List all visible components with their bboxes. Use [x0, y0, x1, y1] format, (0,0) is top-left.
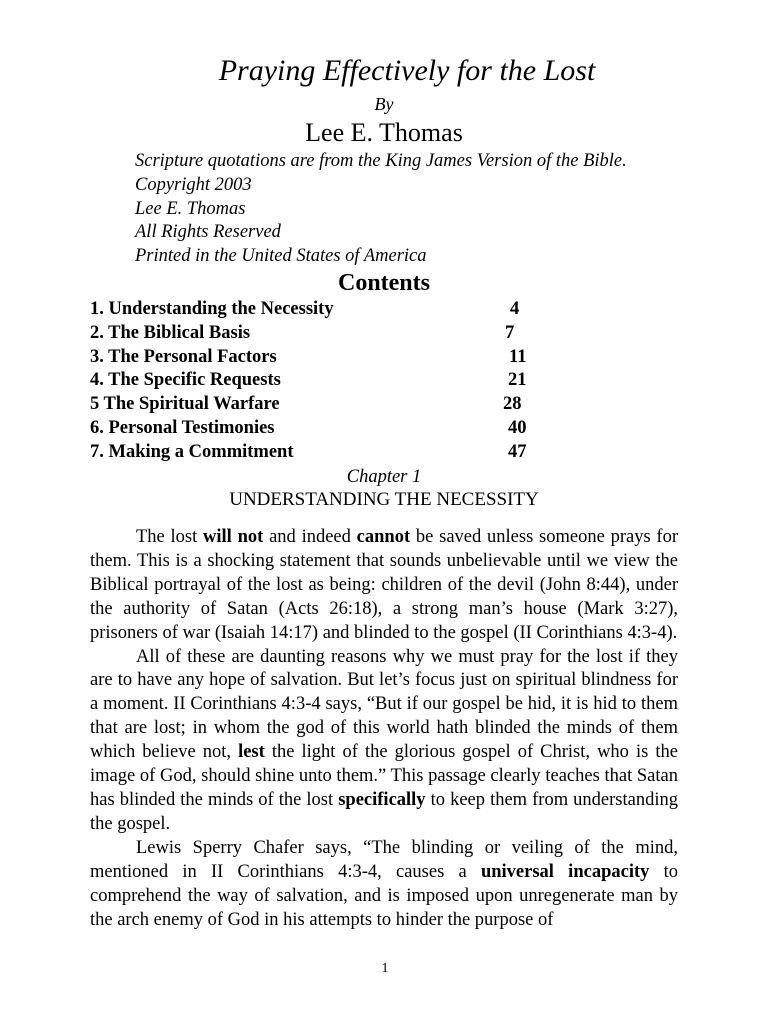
copyright-line: Copyright 2003	[135, 174, 252, 195]
scripture-note: Scripture quotations are from the King James Version of the Bible.	[135, 151, 627, 171]
toc-entry-page: 21	[508, 370, 527, 391]
body-paragraph	[90, 646, 678, 837]
text-run: Lewis Sperry Chafer says, “The blinding or veiling of the mind, mentioned in II Corinthians 4:3-4, causes a	[90, 837, 678, 882]
toc-entry-label: 2. The Biblical Basis	[90, 322, 251, 343]
emphasis-text: will not	[203, 527, 264, 547]
page-number: 1	[381, 961, 389, 976]
toc-entry-label: 3. The Personal Factors	[90, 346, 277, 367]
emphasis-text: universal incapacity	[480, 861, 650, 882]
body-paragraph	[90, 837, 678, 933]
toc-entry-label: 6. Personal Testimonies	[90, 417, 275, 438]
chapter-label: Chapter 1	[346, 467, 422, 487]
byline-by: By	[374, 94, 394, 114]
toc-entry	[90, 346, 550, 370]
author-name: Lee E. Thomas	[305, 118, 463, 147]
toc-entry-label: 5 The Spiritual Warfare	[90, 394, 280, 415]
text-run: to comprehend the way of salvation, and is imposed upon unregenerate man by the arch enemy of God in his attempts to hinder the purpose of	[90, 861, 679, 930]
toc-entry	[90, 298, 550, 322]
contents-heading: Contents	[337, 270, 430, 296]
table-of-contents	[90, 298, 550, 465]
toc-entry	[90, 322, 550, 346]
toc-entry	[90, 441, 550, 465]
toc-entry	[90, 369, 550, 393]
rights-line: All Rights Reserved	[135, 222, 281, 243]
toc-entry-page: 7	[505, 322, 515, 343]
toc-entry-label: 7. Making a Commitment	[90, 441, 294, 462]
toc-entry-page: 28	[503, 394, 522, 415]
toc-entry-page: 11	[509, 346, 527, 367]
toc-entry-page: 47	[508, 441, 527, 462]
printed-line: Printed in the United States of America	[135, 246, 427, 267]
text-run: The lost	[136, 527, 204, 547]
toc-entry-label: 4. The Specific Requests	[90, 370, 281, 391]
text-run: to keep them from understanding the gospel.	[90, 789, 678, 834]
toc-entry	[90, 393, 550, 417]
text-run: the light of the glorious gospel of Christ, who is the image of God, should shine unto them.” This passage clearly teaches that Satan has blinded the minds of the lost	[90, 742, 678, 810]
credits-block	[135, 150, 755, 269]
toc-entry-page: 40	[508, 417, 527, 438]
emphasis-text: lest	[238, 742, 265, 763]
text-run: be saved unless someone prays for them. This is a shocking statement that sounds unbelievable until we view the Biblical portrayal of the lost as being: children of the devil (John 8:44), under the authority of Satan (Acts 26:18), a strong man’s house (Mark 3:27), prisoners of war (Isaiah 14:17) and blinded to the gospel (II Corinthians 4:3-4).	[90, 527, 678, 643]
body-paragraph	[90, 526, 678, 646]
document-title: Praying Effectively for the Lost	[218, 54, 596, 87]
emphasis-text: specifically	[338, 789, 426, 810]
text-run: All of these are daunting reasons why we must pray for the lost if they are to have any hope of salvation. But let’s focus just on spiritual blindness for a moment. II Corinthians 4:3-4 says, “But if our gospel be hid, it is hid to them that are lost; in whom the god of this world hath blinded the minds of them which believe not,	[90, 646, 678, 763]
copyright-holder: Lee E. Thomas	[135, 198, 246, 219]
toc-entry	[90, 417, 550, 441]
chapter-body	[90, 526, 678, 932]
toc-entry-label: 1. Understanding the Necessity	[90, 299, 334, 319]
emphasis-text: cannot	[356, 527, 411, 547]
chapter-title: UNDERSTANDING THE NECESSITY	[229, 489, 539, 510]
text-run: and indeed	[263, 527, 357, 547]
toc-entry-page: 4	[510, 299, 520, 319]
